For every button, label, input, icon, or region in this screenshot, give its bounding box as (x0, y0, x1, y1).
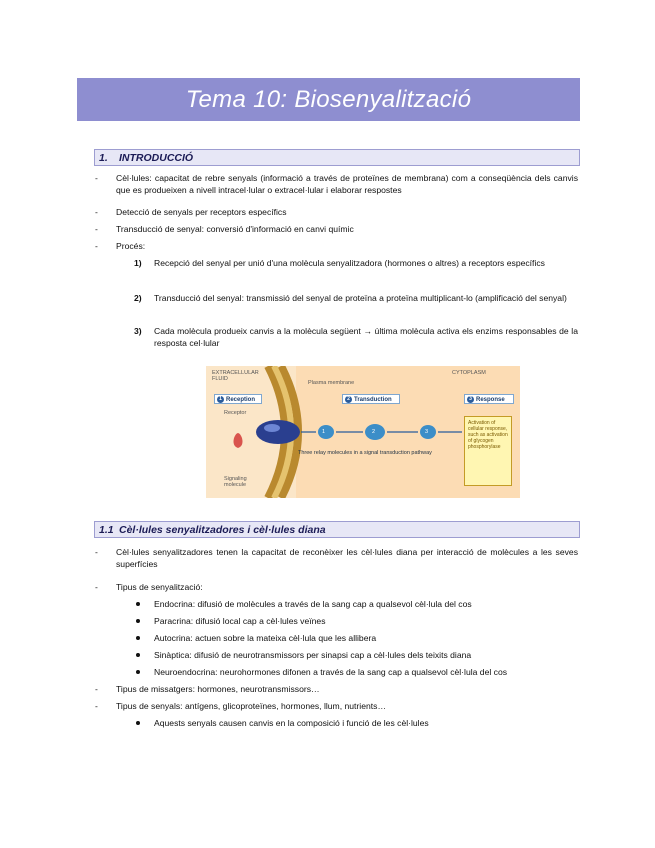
section-number: 1.1 (99, 524, 114, 536)
bullet-dot (136, 636, 140, 640)
stage-badge: 2 (345, 396, 352, 403)
transduction-pathway-box (292, 402, 458, 454)
dash-marker: - (95, 173, 98, 183)
relay-number: 3 (425, 429, 429, 435)
step-text: Cada molècula produeix canvis a la molècula següent → última molècula activa els enzims responsables de la resposta cel·lular (154, 326, 578, 348)
bullet-text: Cèl·lules: capacitat de rebre senyals (informació a través de proteïnes de membrana) com a conseqüència dels canvis que es produeixen a nivell intracel·lular o extracel·lular i elaborar respostes (116, 173, 578, 195)
dash-marker: - (95, 701, 98, 711)
relay-number: 2 (372, 429, 376, 435)
sub-bullet-text: Aquests senyals causen canvis en la composició i funció de les cèl·lules (154, 718, 429, 728)
response-box: Activation of cellular response, such as activation of glycogen phosphorylase (464, 416, 512, 486)
dash-marker: - (95, 241, 98, 251)
stage-response (464, 394, 514, 404)
dash-marker: - (95, 582, 98, 592)
bullet-text: Tipus de missatgers: hormones, neurotransmissors… (116, 684, 320, 694)
section-number: 1. (99, 152, 108, 164)
bullet-text: Tipus de senyals: antígens, glicoproteïnes, hormones, llum, nutrients… (116, 701, 387, 711)
section-title: Cèl·lules senyalitzadores i cèl·lules diana (119, 524, 326, 536)
stage-badge: 3 (467, 396, 474, 403)
bullet-dot (136, 721, 140, 725)
signaling-type: Neuroendocrina: neurohormones difonen a través de la sang cap a qualsevol cèl·lula del cos (154, 667, 508, 677)
bullet-dot (136, 670, 140, 674)
stage-transduction (342, 394, 400, 404)
label-receptor: Receptor (224, 410, 247, 416)
signaling-type: Sinàptica: difusió de neurotransmissors per sinapsi cap a cèl·lules dels teixits diana (154, 650, 472, 660)
bullet-text: Tipus de senyalització: (116, 582, 203, 592)
bullet-text: Cèl·lules senyalitzadores tenen la capacitat de reconèixer les cèl·lules diana per interacció de molècules a les seves superfícies (116, 547, 578, 569)
dash-marker: - (95, 207, 98, 217)
bullet-dot (136, 653, 140, 657)
step-text: Transducció del senyal: transmissió del senyal de proteïna a proteïna multiplicant-lo (amplificació del senyal) (154, 293, 567, 303)
stage-reception (214, 394, 262, 404)
stage-label: Reception (226, 397, 256, 403)
signaling-type: Autocrina: actuen sobre la mateixa cèl·lula que les allibera (154, 633, 377, 643)
label-relay-molecules: Three relay molecules in a signal transduction pathway (298, 450, 432, 456)
label-membrane: Plasma membrane (308, 380, 355, 386)
dash-marker: - (95, 224, 98, 234)
section-heading-introduccio (94, 149, 580, 166)
step-number: 1) (134, 258, 142, 268)
bullet-text: Detecció de senyals per receptors específics (116, 207, 287, 217)
label-extracellular: EXTRACELLULAR FLUID (212, 370, 259, 382)
bullet-dot (136, 619, 140, 623)
signaling-type: Paracrina: difusió local cap a cèl·lules veïnes (154, 616, 326, 626)
stage-badge: 1 (217, 396, 224, 403)
page-title: Tema 10: Biosenyalització (77, 78, 580, 121)
dash-marker: - (95, 684, 98, 694)
step-number: 2) (134, 293, 142, 303)
stage-label: Response (476, 397, 505, 403)
bullet-dot (136, 602, 140, 606)
relay-number: 1 (322, 429, 326, 435)
section-title: INTRODUCCIÓ (119, 152, 194, 164)
dash-marker: - (95, 547, 98, 557)
signal-transduction-figure (206, 366, 520, 498)
label-signaling-molecule: Signaling molecule (224, 476, 247, 488)
section-heading-cellules (94, 521, 580, 538)
stage-label: Transduction (354, 397, 392, 403)
signaling-type: Endocrina: difusió de molècules a través de la sang cap a qualsevol cèl·lula del cos (154, 599, 472, 609)
bullet-text: Procés: (116, 241, 146, 251)
step-text: Recepció del senyal per unió d'una molècula senyalitzadora (hormones o altres) a receptors específics (154, 258, 545, 268)
bullet-text: Transducció de senyal: conversió d'informació en canvi químic (116, 224, 354, 234)
label-cytoplasm: CYTOPLASM (452, 370, 486, 376)
step-number: 3) (134, 326, 142, 336)
